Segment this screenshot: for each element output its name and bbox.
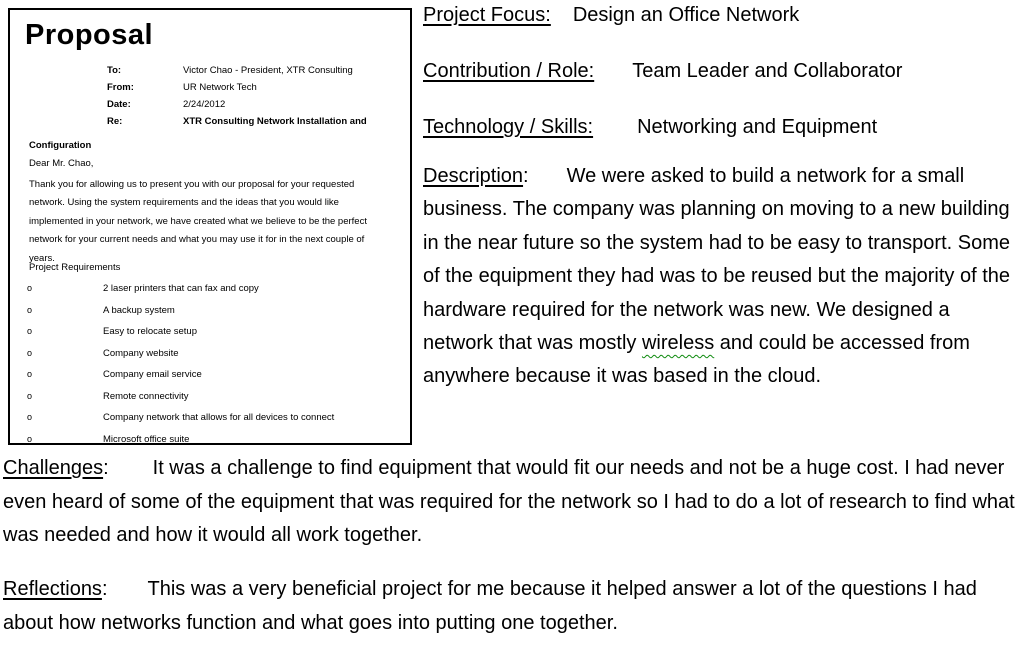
proposal-title: Proposal	[25, 19, 154, 51]
reflections-text: This was a very beneficial project for me because it helped answer a lot of the questions I had about how networks function and what goes into putting one together.	[3, 578, 977, 634]
challenges-label: Challenges	[3, 457, 104, 479]
technology-skills-value: Networking and Equipment	[637, 116, 878, 138]
contribution-role-line	[423, 59, 1023, 83]
tab-spacer	[593, 132, 637, 133]
grammar-flagged-word: wireless	[641, 332, 715, 355]
list-item	[10, 391, 410, 413]
contribution-role-value: Team Leader and Collaborator	[632, 60, 903, 82]
list-item	[10, 412, 410, 434]
description-text-after: and could be accessed from anywhere because it was based in the cloud.	[423, 332, 970, 388]
challenges-colon: :	[103, 457, 109, 479]
circle-bullet-icon: o	[27, 390, 33, 401]
memo-re-continuation: Configuration	[29, 140, 92, 151]
circle-bullet-icon: o	[27, 412, 33, 422]
project-focus-label: Project Focus:	[423, 4, 551, 26]
reflections-colon: :	[101, 578, 108, 600]
description-text-before: We were asked to build a network for a small business. The company was planning on moving to a new building in the near future so the system had to be easy to transport. Some of the equipment they had was to be reused but the majority of the hardware required for the network was new. We designed a network that was mostly	[423, 165, 1011, 355]
description-label: Description	[423, 165, 524, 187]
description-paragraph	[423, 160, 1021, 394]
description-colon: :	[523, 165, 529, 187]
memo-row-from	[10, 81, 410, 98]
technology-skills-label: Technology / Skills:	[423, 116, 594, 138]
reflections-label: Reflections	[3, 578, 102, 600]
list-item	[10, 369, 410, 391]
list-item-text: Company email service	[103, 369, 202, 380]
list-item	[10, 348, 410, 370]
reflections-paragraph	[3, 573, 1031, 640]
memo-row-date	[10, 98, 410, 115]
circle-bullet-icon: o	[27, 433, 33, 444]
memo-header	[10, 64, 410, 132]
list-item-text: Remote connectivity	[103, 390, 189, 402]
tab-spacer	[594, 76, 632, 77]
list-item	[10, 283, 410, 305]
tab-spacer	[551, 20, 573, 21]
proposal-document-box	[8, 8, 412, 445]
list-item-text: Microsoft office suite	[103, 433, 190, 445]
list-item	[10, 326, 410, 348]
circle-bullet-icon: o	[27, 369, 33, 379]
list-item-text: 2 laser printers that can fax and copy	[103, 283, 259, 294]
list-item	[10, 434, 410, 446]
contribution-role-label: Contribution / Role:	[423, 60, 595, 82]
list-item-text: Company website	[103, 347, 179, 359]
circle-bullet-icon: o	[27, 304, 33, 315]
tab-spacer	[108, 594, 148, 595]
list-item-text: A backup system	[103, 304, 175, 316]
list-item-text: Easy to relocate setup	[103, 326, 197, 337]
challenges-text: It was a challenge to find equipment that would fit our needs and not be a huge cost. I had never even heard of some of the equipment that was required for the network so I had to do a lot of research to find what was needed and how it would all work together.	[3, 457, 1015, 546]
circle-bullet-icon: o	[27, 326, 33, 336]
memo-label-re: Re:	[107, 116, 123, 127]
memo-row-to	[10, 64, 410, 81]
memo-value-date: 2/24/2012	[183, 99, 226, 110]
memo-label-to: To:	[107, 65, 122, 76]
memo-value-from: UR Network Tech	[183, 82, 257, 93]
circle-bullet-icon: o	[27, 347, 33, 358]
memo-label-date: Date:	[107, 99, 131, 110]
challenges-paragraph	[3, 452, 1031, 553]
memo-salutation: Dear Mr. Chao,	[29, 158, 94, 169]
tab-spacer	[109, 473, 153, 474]
circle-bullet-icon: o	[27, 283, 33, 293]
project-focus-value: Design an Office Network	[572, 4, 800, 26]
memo-body-paragraph: Thank you for allowing us to present you with our proposal for your requested network. Using the system requirements and the ideas that you would like implemented in your network, we have created what we believe to be the perfect network for your current needs and what you may use it for in the next couple of years.	[29, 179, 367, 264]
requirements-heading: Project Requirements	[29, 262, 121, 273]
list-item	[10, 305, 410, 327]
list-item-text: Company network that allows for all devices to connect	[103, 412, 335, 423]
project-focus-line	[423, 3, 1023, 27]
requirements-list	[10, 283, 410, 445]
technology-skills-line	[423, 115, 1023, 139]
project-details-column	[423, 0, 1023, 394]
memo-row-re	[10, 115, 410, 132]
memo-value-to: Victor Chao - President, XTR Consulting	[183, 65, 353, 76]
memo-label-from: From:	[107, 82, 134, 93]
tab-spacer	[529, 181, 567, 182]
memo-value-re: XTR Consulting Network Installation and	[183, 116, 367, 127]
